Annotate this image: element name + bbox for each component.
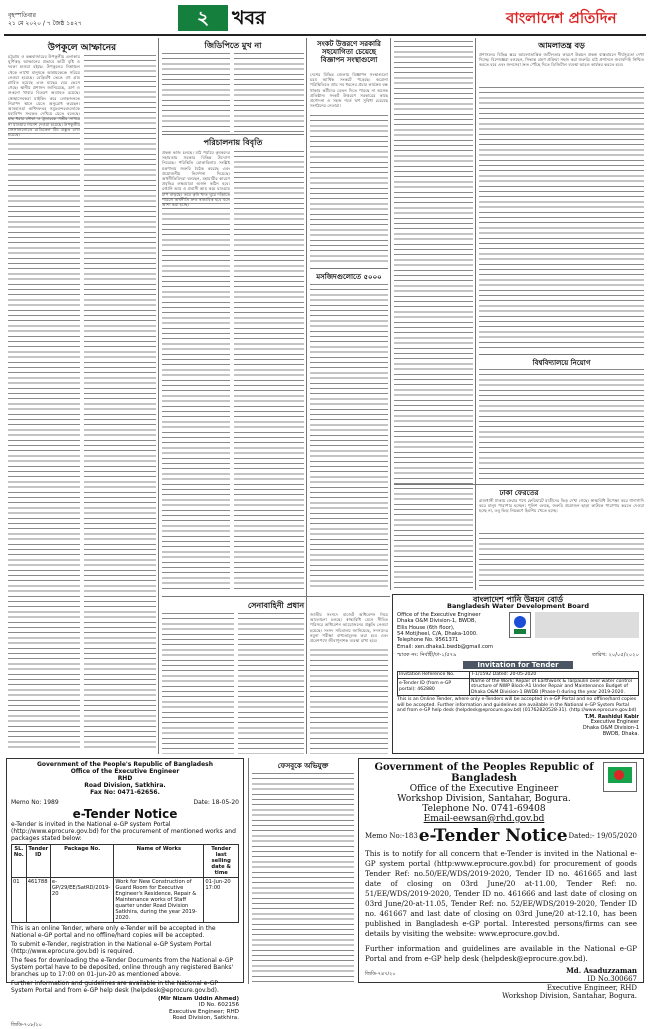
signer-name: Md. Asaduzzaman — [566, 966, 637, 975]
column-divider — [390, 38, 391, 590]
article-text — [8, 54, 80, 752]
column-divider — [475, 38, 476, 590]
bwdb-text-bn — [535, 612, 639, 638]
table-cell: Name of the Work: Repair of Earthwork & Tarpaulin over water control structure of NWP Block-A1 Under Repair and Maintenance Budget of Dhaka O&M Division-1 BWDB (Phase-I) during the year 2019-2020. — [470, 678, 639, 696]
section-rule — [394, 484, 644, 485]
office-division: Road Division, Satkhira. — [84, 782, 166, 789]
article-body: জাতীয় সংসদে বাজেট অধিবেশন নিয়ে আলোচনা চলছে। স্বাস্থ্যবিধি মেনে সীমিত পরিসরে অধিবেশন আয়োজনের প্রস্তুতি নেওয়া হয়েছে। সংসদ সচিবালয় জানিয়েছে, সদস্যদের নমুনা পরীক্ষা বাধ্যতামূলক করা হবে এবং প্রবেশপথে জীবাণুনাশক ব্যবস্থা রাখা হবে। — [310, 612, 388, 648]
table-row — [12, 878, 239, 923]
bwdb-address — [397, 612, 505, 650]
bwdb-note: This is an Online Tender, where only e-Tenders will be accepted in e-GP Portal and no offline/hard copies will be accepted. Further information and guidelines are available in the National e-GP System Portal and from e-GP help desk (helpdesk@eprocure.gov.bd) (01762820528-31). (http://www.eprocure.gov.bd) — [397, 697, 637, 714]
article-text — [310, 283, 388, 589]
notice-para: To submit e-Tender, registration in the National e-GP System Portal (http://www.eprocure.gov.bd) is required. — [11, 941, 212, 955]
article-text — [479, 368, 644, 480]
article-text — [162, 612, 234, 754]
bwdb-date: তারিখ: ২০/০৫/২০২০ — [591, 652, 639, 659]
section-rule — [310, 268, 388, 269]
headline: জিডিপিতে মুখ না — [204, 41, 262, 50]
article-text — [234, 52, 304, 132]
header-day: বৃহস্পতিবার — [8, 12, 36, 19]
article-body: চট্টগ্রাম ও কক্সবাজারের উপকূলীয় এলাকায় ঘূর্ণিঝড় আম্ফানের প্রভাবে ভারী বৃষ্টি ও দমকা হাওয়া বইছে। উপকূলের নিম্নাঞ্চল থেকে লাখো মানুষকে আশ্রয়কেন্দ্রে সরিয়ে নেওয়া হয়েছে। বেড়িবাঁধ ভেঙে বহু গ্রাম প্লাবিত হয়েছে এবং মাছের ঘের ভেসে গেছে। স্থানীয় প্রশাসন জানিয়েছে, ত্রাণ ও শুকনো খাবার বিতরণ অব্যাহত রয়েছে। স্বেচ্ছাসেবকরা মাইকিং করে লোকজনকে নিরাপদ স্থানে যেতে অনুরোধ করছেন। আবহাওয়া অধিদফতর সমুদ্রবন্দরগুলোকে মহাবিপদ সংকেত দেখিয়ে যেতে বলেছে। মাছ ধরার নৌকা ও ট্রলারকে গভীর সাগরে না যাওয়ার নির্দেশ দেওয়া হয়েছে। উপকূলীয় জেলাগুলোতে মেডিকেল টিম প্রস্তুত রাখা হয়েছে। — [8, 54, 80, 138]
headline: ফেসবুকে অভিযুক্ত — [277, 762, 329, 770]
tender-banner: Invitation for Tender — [463, 661, 573, 669]
notice-title: e-Tender Notice — [72, 807, 178, 821]
signer-org: BWDB, Dhaka. — [602, 731, 639, 738]
office-division: Workshop Division, Santahar, Bogura. — [397, 794, 571, 804]
article-text — [84, 54, 156, 752]
satkhira-tender-notice — [6, 758, 244, 1028]
tender-table — [11, 844, 239, 923]
table-row — [398, 672, 639, 679]
article-text — [252, 772, 354, 982]
gd-number: জিডি-৭০৮/২০ — [11, 1021, 42, 1028]
headline: সেনাবাহিনী প্রধান — [247, 601, 305, 610]
section-rule — [162, 134, 304, 135]
office-email: Email-eewsan@rhd.gov.bd — [423, 814, 545, 824]
memo-no: Memo No: 1989 — [11, 799, 59, 806]
memo-no: Memo No:-183 — [365, 832, 418, 840]
section-title: খবর — [232, 7, 266, 29]
gov-emblem-icon — [603, 762, 637, 792]
article-text — [479, 532, 644, 588]
office-dept: RHD — [117, 775, 133, 782]
header-divider — [4, 34, 646, 36]
bwdb-title-en: Bangladesh Water Development Board — [446, 602, 589, 611]
table-cell: e-GP/29/EE/SatRD/2019-20 — [50, 878, 113, 923]
table-cell: 01 — [12, 878, 27, 923]
headline: সংকট উত্তরণে সরকারি সহযোগিতা চেয়েছে বিজ্ঞাপন সংস্থাগুলো — [317, 40, 381, 64]
table-row — [398, 678, 639, 696]
article-text — [162, 150, 230, 592]
notice-body: This is to notify for all concern that e-Tender is invited in the National e-GP system portal (http:www.eprocure.gov.bd) for procurement of goods Tender Ref: no.50/EE/WDS/2019-2020, Tender ID no. 461665 and last date of closing on 03rd June/20 at-11.00, Tender Ref: no. 51/EE/WDS/2019-2020, Tender ID no. 461666 and last date of closing on 03rd June/20-at-11.05, Tender Ref: no. 52/EE/WDS/2019-2020, Tender ID no. 461667 and last date of closing on 03rd June/20 at-12.10, has been published in Bangladesh e-GP portal. Interested persons/firms can see details by visiting the website: www.eprocure.gov.bd. — [365, 849, 637, 938]
headline: মসজিদগুলোতে ৫০০০ — [316, 273, 382, 281]
bwdb-memo: স্মারক নং: নির্বাহী/ঢা-১/৫৭৯ — [397, 652, 457, 659]
gd-number: জিডি-৭৪৭/২০ — [365, 971, 396, 977]
article-text — [238, 612, 304, 754]
table-cell: e-Tender ID (from e-GP portal): 462880 — [398, 678, 470, 696]
notice-para: The fees for downloading the e-Tender Documents from the National e-GP System portal have to be deposited, online through any registered Banks' branches up to 17:00 on 01-Jun-20 as mentioned above. — [11, 957, 234, 978]
headline: আমলাতন্ত্র বড় — [538, 41, 585, 50]
bwdb-signature — [397, 715, 639, 738]
col-header: Tender last selling date & time — [204, 845, 239, 878]
bwdb-table — [397, 671, 639, 696]
headline: পরিচালনায় বিবৃতি — [203, 138, 263, 147]
signer-name: T.M. Rashidul Kabir — [584, 713, 639, 720]
column-divider — [248, 758, 249, 984]
signer-id: ID No.300667 — [587, 975, 637, 984]
bwdb-line: Email: xen.dhaka1.bwdb@gmail.com — [397, 643, 494, 650]
bwdb-title-bn: বাংলাদেশ পানি উন্নয়ন বোর্ড — [472, 595, 563, 604]
notice-para: Further information and guidelines are available in the National e-GP System Portal and from e-GP help desk (helpdesk@eprocure.gov.bd). — [11, 980, 219, 994]
article-body: রাজধানী ঢাকায় ফেরার পথে ফেরিঘাটে যাত্রীদের ভিড় দেখা গেছে। স্বাস্থ্যবিধি উপেক্ষা করে গাদাগাদি করে মানুষ পারাপার হচ্ছেন। পুলিশ বলছে, জরুরি প্রয়োজন ছাড়া কাউকে পারাপার করতে দেওয়া হচ্ছে না, তবু ভিড় নিয়ন্ত্রণে হিমশিম খেতে হচ্ছে। — [479, 498, 644, 514]
article-text — [479, 86, 644, 352]
col-header: Package No. — [50, 845, 113, 878]
article-text — [162, 52, 230, 132]
signature-block — [11, 996, 239, 1022]
office-title: Office of the Executive Engineer — [70, 768, 180, 775]
header-date: ২১ মে ২০২০ / ৭ জৈষ্ঠ ১৪২৭ — [8, 20, 82, 27]
section-rule — [162, 596, 390, 597]
gov-title: Government of the Peoples Republic of Bangladesh — [374, 762, 594, 784]
signer-name: (Mir Nizam Uddin Ahmed) — [157, 996, 239, 1002]
office-title: Office of the Executive Engineer — [409, 784, 559, 794]
table-cell: Work for New Construction of Guard Room for Executive Engineer's Residence, Repair & Maintenance works of Staff quarter under Road Division Satkhira, during the year 2019-2020. — [114, 878, 204, 923]
table-cell: 01-Jun-20 17:00 — [204, 878, 239, 923]
signer-id: ID No. 602156 — [198, 1002, 239, 1009]
article-text — [310, 114, 388, 264]
santahar-tender-notice — [358, 758, 644, 1001]
bwdb-line: Dhaka O&M Division-1, BWDB, — [397, 618, 477, 625]
signer-title: Executive Engineer, RHD — [546, 983, 637, 992]
column-divider — [158, 38, 159, 754]
table-cell: 461788 — [26, 878, 50, 923]
article-body: প্রকল্প কাজ চলছে। মাঠ পর্যায়ে কৃষকদের সহায়তায় সরকার বিভিন্ন উদ্যোগ নিয়েছে। পরিস্থিতি মোকাবিলায় সংশ্লিষ্ট মন্ত্রণালয় জরুরি বৈঠক করেছে এবং প্রয়োজনীয় নির্দেশনা দিয়েছে। অর্থনীতিবিদরা বলছেন, মহামারীর কারণে প্রবৃদ্ধির লক্ষ্যমাত্রা অর্জন কঠিন হবে। রপ্তানি আয় ও প্রবাসী আয় কমে যাওয়ায় চাপ বাড়ছে। তবে কৃষি খাত ঘুরে দাঁড়াতে পারলে অর্থনীতি দ্রুত স্বাভাবিক হবে বলে আশা করা হচ্ছে। — [162, 150, 230, 208]
notice-intro: e-Tender is invited in the National e-GP system Portal (http://www.eprocure.gov.bd) for the procurement of mentioned works and packages stated below: — [11, 821, 236, 842]
signer-office: Road Division, Satkhira. — [172, 1015, 239, 1022]
office-fax: Fax No: 0471-62656. — [90, 789, 160, 796]
memo-date: Date: 18-05-20 — [193, 799, 239, 806]
table-header-row — [12, 845, 239, 878]
col-header: Name of Works — [114, 845, 204, 878]
col-header: Tender ID — [26, 845, 50, 878]
bwdb-office: Office of the Executive Engineer — [397, 611, 481, 618]
headline: বিশ্ববিদ্যালয়ে নিয়োগ — [532, 359, 591, 367]
signature-block — [365, 967, 637, 1001]
bwdb-line: 54 Motijheel, C/A, Dhaka-1000. — [397, 631, 478, 638]
article-body: প্রশাসনের বিভিন্ন স্তরে আমলাতান্ত্রিক জটিলতার কারণে উন্নয়ন প্রকল্প বাস্তবায়নে দীর্ঘসূত্রতা দেখা দিচ্ছে। বিশেষজ্ঞরা বলছেন, সিদ্ধান্ত গ্রহণ প্রক্রিয়া সহজ করা জরুরি। মাঠ প্রশাসনে জবাবদিহি নিশ্চিত করতে হবে এবং জনসেবা দ্রুত পৌঁছে দিতে ডিজিটাল ব্যবস্থা আরও কার্যকর করতে হবে। — [479, 52, 644, 68]
notice-para: Further information and guidelines are available in the National e-GP Portal and from e-GP help desk (helpdesk@eprocure.gov.bd). — [365, 944, 637, 963]
gov-title: Government of the People's Republic of Bangladesh — [36, 761, 214, 768]
signer-title: Executive Engineer — [590, 719, 639, 726]
bwdb-emblem-icon — [509, 612, 531, 638]
headline: ঢাকা ফেরতের — [499, 489, 539, 497]
bwdb-line: Telephone No. 9561371 — [397, 637, 459, 644]
notice-title: e-Tender Notice — [418, 826, 568, 846]
column-divider — [306, 38, 307, 754]
signer-office: Workshop Division, Santahar, Bogura. — [502, 992, 637, 1001]
bwdb-line: Ellis House (6th floor), — [397, 624, 455, 631]
newspaper-logo: বাংলাদেশ প্রতিদিন — [506, 9, 617, 27]
article-body: দেশের বিভিন্ন জেলায় বিজ্ঞাপন সংস্থাগুলো চরম আর্থিক সংকটে পড়েছে। করোনা পরিস্থিতিতে প্রায় সব ধরনের প্রচার কার্যক্রম বন্ধ থাকায় কর্মীদের বেতন দিতে পারছে না অনেক প্রতিষ্ঠান। সংকট উত্তরণে সরকারের কাছে প্রণোদনা ও সহজ শর্তে ঋণ সুবিধা চেয়েছে সংগঠনের নেতারা। — [310, 72, 388, 109]
office-phone: Telephone No. 0741-69408 — [422, 804, 546, 814]
page-number: ২ — [178, 5, 228, 31]
article-text — [234, 150, 304, 592]
signer-title: Executive Engineer; RHD — [169, 1008, 239, 1015]
bwdb-tender-notice — [392, 594, 644, 754]
section-rule — [479, 354, 644, 355]
memo-date: Dated:- 19/05/2020 — [568, 832, 637, 840]
col-header: SL. No. — [12, 845, 27, 878]
headline: উপকূলে আম্ফানের — [47, 43, 117, 53]
table-cell: Invitation Reference No. — [398, 672, 470, 679]
signer-office: Dhaka O&M Division-1 — [582, 725, 639, 732]
article-text — [394, 40, 473, 588]
table-cell: T-1/1592 Dated: 20-05-2020 — [470, 672, 639, 679]
notice-para: This is an online Tender, where only e-Tender will be accepted in the National e-GP portal and no offline/hard copies will be accepted. — [11, 925, 216, 939]
